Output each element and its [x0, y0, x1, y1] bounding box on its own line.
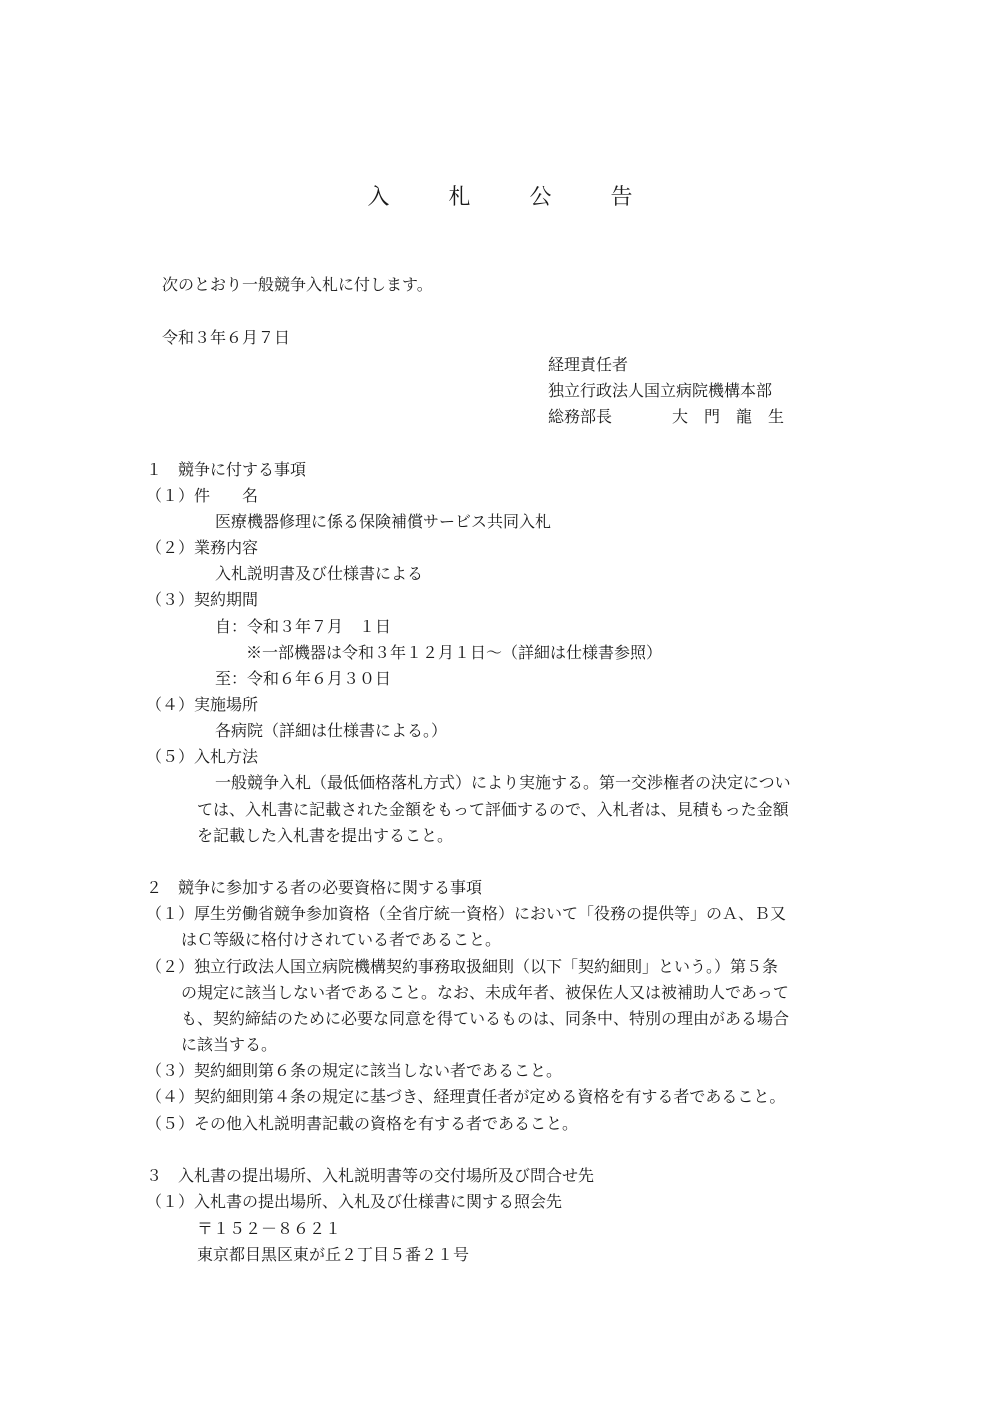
section-1-item-4-label: （４）実施場所 — [146, 695, 259, 714]
section-1-heading: １ 競争に付する事項 — [146, 460, 307, 479]
section-1-item-1-label: （１）件 名 — [146, 486, 259, 505]
contract-period-note: ※一部機器は令和３年１２月１日～（詳細は仕様書参照） — [246, 643, 663, 662]
bidding-method-line-2: ては、入札書に記載された金額をもって評価するので、入札者は、見積もった金額 — [197, 800, 789, 819]
section-2-line-3: （２）独立行政法人国立病院機構契約事務取扱細則（以下「契約細則」という。）第５条 — [146, 957, 779, 976]
section-2-line-8: （４）契約細則第４条の規定に基づき、経理責任者が定める資格を有する者であること。 — [146, 1087, 786, 1106]
section-2-line-1: （１）厚生労働省競争参加資格（全省庁統一資格）において「役務の提供等」のＡ、Ｂ又 — [146, 904, 787, 923]
issuer-organization: 独立行政法人国立病院機構本部 — [548, 381, 773, 400]
issue-date: 令和３年６月７日 — [162, 328, 291, 347]
section-2-line-4: の規定に該当しない者であること。なお、未成年者、被保佐人又は被補助人であって — [181, 983, 789, 1002]
page-title: 入 札 公 告 — [367, 185, 659, 210]
issuer-name: 大 門 龍 生 — [672, 407, 785, 426]
section-2-line-6: に該当する。 — [181, 1035, 278, 1054]
section-2-line-7: （３）契約細則第６条の規定に該当しない者であること。 — [146, 1061, 563, 1080]
address: 東京都目黒区東が丘２丁目５番２１号 — [197, 1245, 470, 1264]
section-3-heading: ３ 入札書の提出場所、入札説明書等の交付場所及び問合せ先 — [146, 1166, 595, 1185]
issuer-role: 経理責任者 — [548, 355, 629, 374]
bidding-method-line-1: 一般競争入札（最低価格落札方式）により実施する。第一交渉権者の決定につい — [215, 773, 791, 792]
section-1-item-3-label: （３）契約期間 — [146, 590, 259, 609]
intro-text: 次のとおり一般競争入札に付します。 — [162, 275, 433, 294]
section-1-item-2-text: 入札説明書及び仕様書による — [215, 564, 424, 583]
contract-period-from: 自：令和３年７月 １日 — [215, 617, 392, 636]
section-2-heading: ２ 競争に参加する者の必要資格に関する事項 — [146, 878, 483, 897]
section-3-line-1: （１）入札書の提出場所、入札及び仕様書に関する照会先 — [146, 1192, 563, 1211]
postal-code: 〒１５２－８６２１ — [197, 1219, 342, 1238]
section-1-item-2-label: （２）業務内容 — [146, 538, 259, 557]
section-1-item-5-label: （５）入札方法 — [146, 747, 259, 766]
section-2-line-5: も、契約締結のために必要な同意を得ているものは、同条中、特別の理由がある場合 — [181, 1009, 790, 1028]
section-2-line-9: （５）その他入札説明書記載の資格を有する者であること。 — [146, 1114, 579, 1133]
section-1-item-1-text: 医療機器修理に係る保険補償サービス共同入札 — [215, 512, 552, 531]
contract-period-to: 至：令和６年６月３０日 — [215, 669, 392, 688]
section-1-item-4-text: 各病院（詳細は仕様書による。） — [215, 721, 448, 740]
bidding-method-line-3: を記載した入札書を提出すること。 — [197, 826, 454, 845]
issuer-position: 総務部長 — [548, 407, 613, 426]
section-2-line-2: はＣ等級に格付けされている者であること。 — [181, 930, 502, 949]
